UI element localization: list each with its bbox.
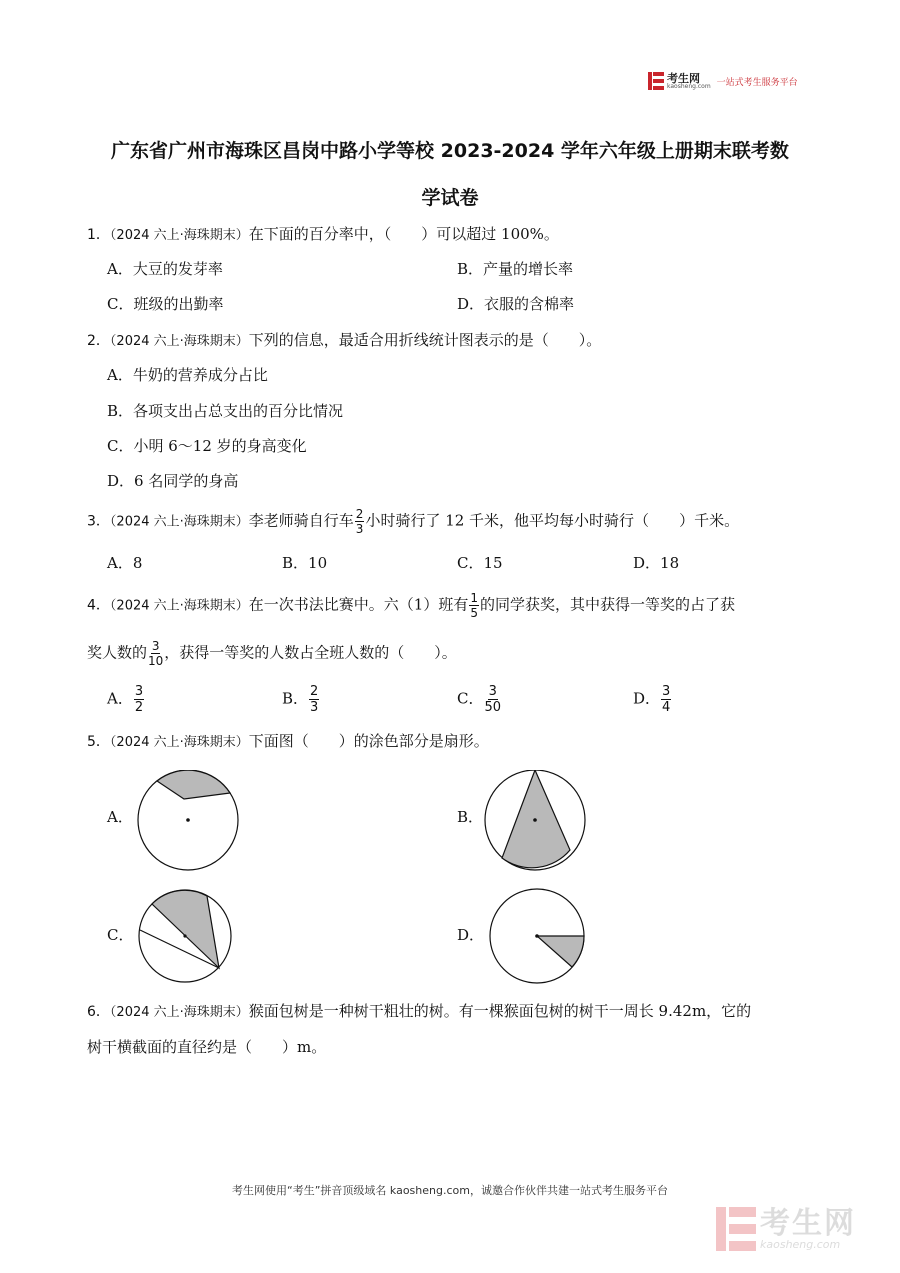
question-text: 奖人数的	[87, 643, 148, 662]
watermark-logo-icon	[716, 1207, 756, 1251]
option-d: D． $\frac{3}{4}$	[633, 684, 671, 715]
watermark-domain: kaosheng.com	[760, 1237, 841, 1251]
question-number: 5．	[87, 734, 110, 750]
question-source: （2024 六上·海珠期末）	[109, 334, 249, 349]
option-c: C．班级的出勤率	[107, 295, 224, 313]
question-text-continued: 小时骑行了 12 千米，他平均每小时骑行（ ）千米。	[365, 511, 740, 530]
option-b: B．产量的增长率	[457, 260, 574, 278]
option-c: C．15	[457, 554, 503, 572]
page-title: 广东省广州市海珠区昌岗中路小学等校 2023-2024 学年六年级上册期末联考数	[111, 140, 789, 162]
question-number: 3．	[87, 513, 110, 530]
option-b: B． $\frac{2}{3}$	[282, 684, 319, 715]
watermark	[716, 1207, 856, 1251]
page-title-continued: 学试卷	[421, 187, 479, 209]
figure-label-a: A．	[107, 808, 133, 826]
fraction: $\frac{3}{10}$	[148, 639, 164, 668]
question-4-line-2	[87, 640, 457, 667]
question-source: （2024 六上·海珠期末）	[109, 228, 249, 243]
logo-name: 考生网	[667, 71, 700, 85]
question-number: 2．	[87, 333, 110, 349]
question-text: 下列的信息，最适合用折线统计图表示的是（ ）。	[248, 331, 602, 349]
option-d: D．18	[633, 554, 680, 572]
figure-label-c: C．	[107, 926, 134, 944]
question-text: 在下面的百分率中，（ ）可以超过 100%。	[248, 225, 559, 243]
question-6-line-2: 树干横截面的直径约是（ ）m。	[87, 1038, 327, 1056]
option-c: C．小明 6～12 岁的身高变化	[107, 437, 307, 455]
figure-c-circle	[137, 888, 235, 986]
logo-slogan: 一站式考生服务平台	[716, 77, 798, 88]
question-3	[87, 508, 739, 535]
figure-b-circle	[484, 770, 588, 874]
figure-a-circle	[137, 770, 241, 874]
question-source: （2024 六上·海珠期末）	[109, 1005, 249, 1020]
question-6	[87, 1004, 751, 1019]
fraction: $\frac{2}{3}$	[355, 507, 364, 536]
question-text: 在一次书法比赛中。六（1）班有	[248, 595, 469, 614]
question-text: 下面图（ ）的涂色部分是扇形。	[248, 732, 489, 750]
question-number: 4．	[87, 597, 110, 614]
logo-domain: kaosheng.com	[667, 82, 711, 90]
option-c: C． $\frac{3}{50}$	[457, 684, 502, 715]
option-a: A．牛奶的营养成分占比	[107, 366, 268, 384]
watermark-name: 考生网	[760, 1205, 856, 1241]
question-number: 6．	[87, 1004, 110, 1020]
option-b: B．各项支出占总支出的百分比情况	[107, 402, 344, 420]
question-text: 猴面包树是一种树干粗壮的树。有一棵猴面包树的树干一周长 9.42m，它的	[248, 1002, 752, 1020]
kaosheng-logo-icon	[648, 72, 664, 90]
question-2	[87, 333, 601, 348]
question-4	[87, 592, 735, 619]
fraction: $\frac{1}{5}$	[470, 591, 478, 620]
question-text-continued: 的同学获奖，其中获得一等奖的占了获	[479, 595, 735, 614]
figure-label-b: B．	[457, 808, 484, 826]
figure-d-circle	[488, 888, 588, 988]
option-a: A．8	[107, 554, 143, 572]
option-b: B．10	[282, 554, 328, 572]
question-source: （2024 六上·海珠期末）	[109, 598, 249, 614]
question-source: （2024 六上·海珠期末）	[109, 514, 249, 530]
option-a: A． $\frac{3}{2}$	[107, 684, 144, 715]
option-d: D．衣服的含棉率	[457, 295, 575, 313]
question-5	[87, 734, 489, 749]
header-logo[interactable]	[648, 72, 798, 90]
question-text: 李老师骑自行车	[248, 511, 354, 530]
question-text-continued: ，获得一等奖的人数占全班人数的（ ）。	[164, 643, 457, 662]
option-a: A．大豆的发芽率	[107, 260, 223, 278]
option-d: D．6 名同学的身高	[107, 472, 239, 490]
question-1	[87, 227, 559, 242]
question-number: 1．	[87, 227, 110, 243]
footer-text: 考生网使用“考生”拼音顶级域名 kaosheng.com，诚邀合作伙伴共建一站式考生服务平台	[232, 1184, 668, 1197]
figure-label-d: D．	[457, 926, 485, 944]
question-source: （2024 六上·海珠期末）	[109, 735, 249, 750]
